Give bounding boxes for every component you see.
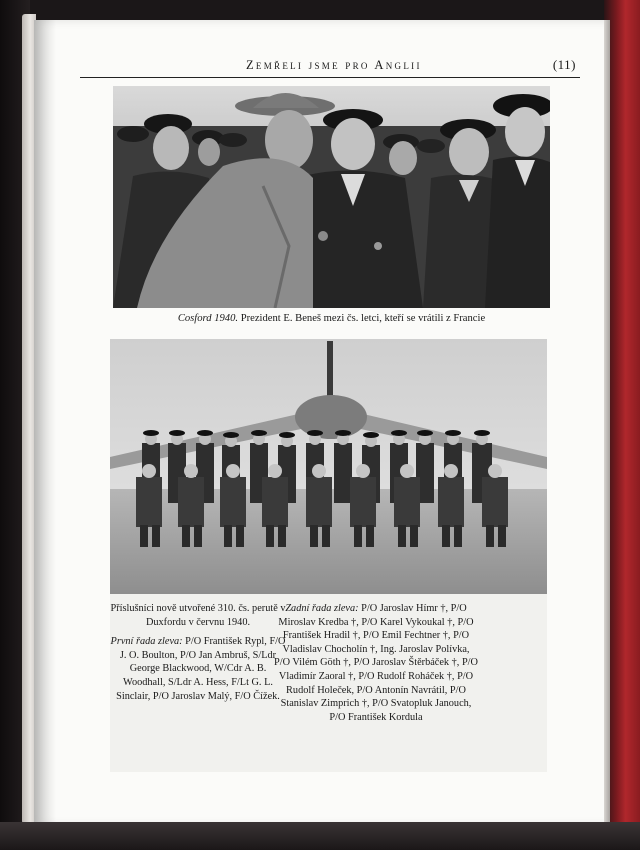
squadron-intro: Příslušníci nově utvořené 310. čs. perutě v Duxfordu v červnu 1940. (110, 603, 286, 628)
photo2-caption-box (110, 594, 547, 772)
photo-squadron-group (110, 339, 547, 594)
caption-text: Prezident E. Beneš mezi čs. letci, kteří se vrátili z Francie (238, 313, 486, 324)
caption-place: Cosford 1940. (177, 313, 239, 324)
photo-president-with-airmen (113, 86, 550, 308)
back-row-label: Zadní řada zleva: (285, 603, 359, 614)
running-header (80, 52, 580, 78)
page-right-edge (604, 20, 610, 826)
page-number: (11) (552, 57, 576, 72)
front-row-caption (110, 635, 286, 703)
caption-right-column (274, 602, 478, 730)
front-row-names: P/O František Rypl, F/O J. O. Boulton, P/O Jan Ambruš, S/Ldr George Blackwood, W/Cdr A. B. Woodhall, S/Ldr A. Hess, F/Lt G. L. Sinclair, P/O Jaroslav Malý, F/O Čížek. (116, 636, 286, 702)
back-row-caption (274, 602, 478, 724)
back-row-names: P/O Jaroslav Hímr †, P/O Miroslav Kredba †, P/O Karel Vykoukal †, P/O František Hradil †, P/O Emil Fechtner †, P/O Vladislav Chocholín †, Ing. Jaroslav Polívka, P/O Vilém Göth †, P/O Jaroslav Štěrbáček †, P/O Vladimír Zaoral †, P/O Rudolf Roháček †, P/O Rudolf Holeček, P/O Antonín Navrátil, P/O Stanislav Zimprich †, P/O Svatopluk Janouch, P/O František Kordula (274, 603, 478, 723)
front-row-label: První řada zleva: (110, 636, 183, 648)
book-cover-bottom (0, 822, 640, 850)
running-title: Zemřeli jsme pro Anglii (246, 58, 422, 72)
spine-shadow (34, 20, 56, 826)
photo1-caption (113, 313, 550, 324)
caption-left-column (110, 602, 286, 709)
